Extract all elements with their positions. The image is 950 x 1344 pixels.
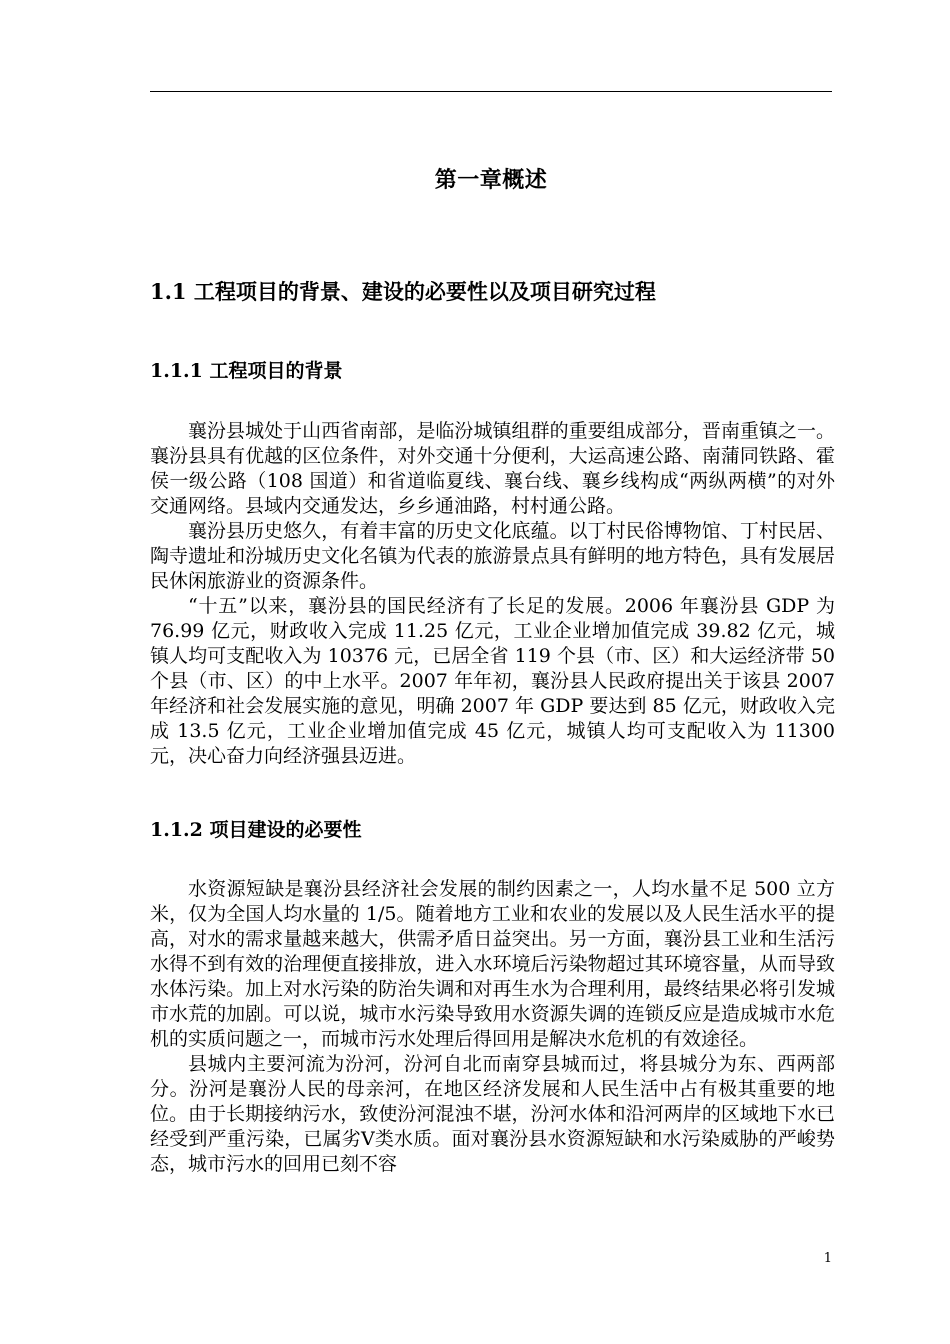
paragraph: 襄汾县城处于山西省南部，是临汾城镇组群的重要组成部分，晋南重镇之一。襄汾县具有优越的区位条件，对外交通十分便利，大运高速公路、南蒲同铁路、霍侯一级公路（108 国道）和省道临夏线、襄台线、襄乡线构成“两纵两横”的对外交通网络。县域内交通发达，乡乡通油路，村村通公路。 xyxy=(150,420,835,517)
section-title-1-1: 1.1 工程项目的背景、建设的必要性以及项目研究过程 xyxy=(150,279,656,304)
subsection-title-1-1-2: 1.1.2 项目建设的必要性 xyxy=(150,819,362,841)
subsection-1-1-2-body xyxy=(150,877,835,1177)
paragraph: “十五”以来，襄汾县的国民经济有了长足的发展。2006 年襄汾县 GDP 为 76.99 亿元，财政收入完成 11.25 亿元，工业企业增加值完成 39.82 亿元，城镇人均可支配收入为 10376 元，已居全省 119 个县（市、区）和大运经济带 50 个县（市、区）的中上水平。2007 年年初，襄汾县人民政府提出关于该县 2007 年经济和社会发展实施的意见，明确 2007 年 GDP 要达到 85 亿元，财政收入完成 13.5 亿元，工业企业增加值完成 45 亿元，城镇人均可支配收入为 11300 元，决心奋力向经济强县迈进。 xyxy=(150,595,835,767)
page-number: 1 xyxy=(823,1251,832,1266)
subsection-1-1-1-body xyxy=(150,419,835,769)
paragraph: 县城内主要河流为汾河，汾河自北而南穿县城而过，将县城分为东、西两部分。汾河是襄汾人民的母亲河，在地区经济发展和人民生活中占有极其重要的地位。由于长期接纳污水，致使汾河混浊不堪，汾河水体和沿河两岸的区域地下水已经受到严重污染，已属劣Ⅴ类水质。面对襄汾县水资源短缺和水污染威胁的严峻势态，城市污水的回用已刻不容 xyxy=(150,1053,835,1175)
paragraph: 水资源短缺是襄汾县经济社会发展的制约因素之一，人均水量不足 500 立方米，仅为全国人均水量的 1/5。随着地方工业和农业的发展以及人民生活水平的提高，对水的需求量越来越大，供需矛盾日益突出。另一方面，襄汾县工业和生活污水得不到有效的治理便直接排放，进入水环境后污染物超过其环境容量，从而导致水体污染。加上对水污染的防治失调和对再生水为合理利用，最终结果必将引发城市水荒的加剧。可以说，城市水污染导致用水资源失调的连锁反应是造成城市水危机的实质问题之一，而城市污水处理后得回用是解决水危机的有效途径。 xyxy=(150,878,835,1050)
paragraph: 襄汾县历史悠久，有着丰富的历史文化底蕴。以丁村民俗博物馆、丁村民居、陶寺遗址和汾城历史文化名镇为代表的旅游景点具有鲜明的地方特色，具有发展居民休闲旅游业的资源条件。 xyxy=(150,520,835,592)
header-rule xyxy=(150,91,832,92)
subsection-title-1-1-1: 1.1.1 工程项目的背景 xyxy=(150,360,343,382)
chapter-title: 第一章概述 xyxy=(434,167,548,193)
